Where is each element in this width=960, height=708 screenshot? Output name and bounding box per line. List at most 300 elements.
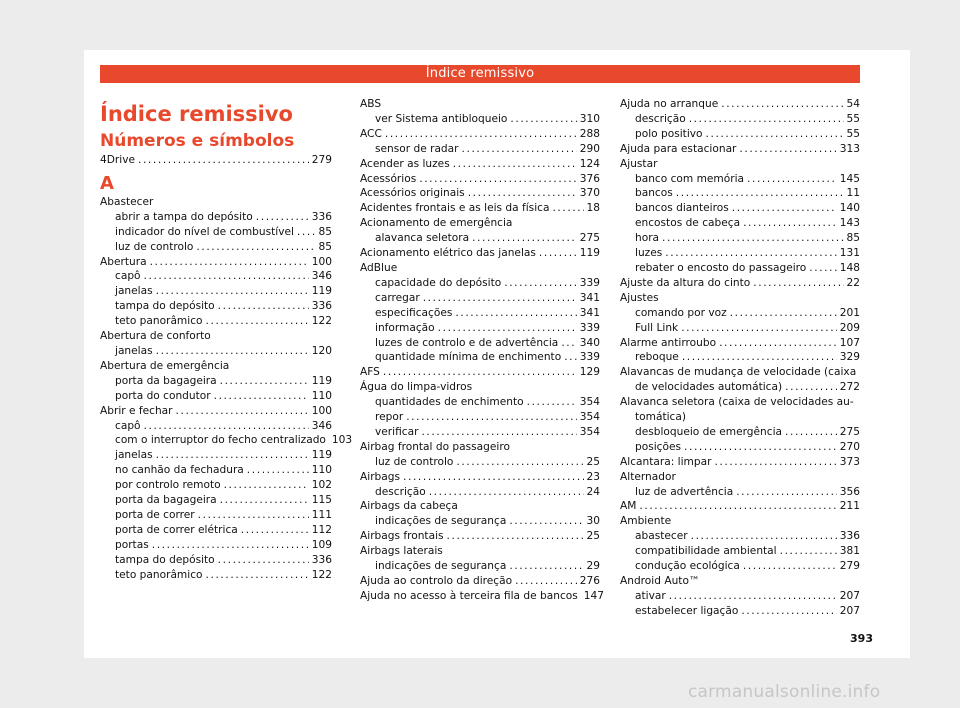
page-reference: 356: [839, 485, 860, 498]
entry-label: repor: [375, 411, 404, 424]
dot-leader: [552, 201, 583, 216]
page-reference: 336: [311, 210, 332, 223]
index-subentry: [620, 544, 860, 559]
page-reference: 346: [311, 419, 332, 432]
page-reference: 279: [839, 560, 860, 573]
dot-leader: [218, 553, 309, 568]
entry-label: Airbags frontais: [360, 530, 444, 543]
entry-label: indicações de segurança: [375, 515, 507, 528]
page-reference: 207: [839, 604, 860, 617]
dot-leader: [419, 172, 577, 187]
dot-leader: [472, 231, 577, 246]
index-heading: Ajustar: [620, 157, 658, 170]
index-subentry: [360, 514, 600, 529]
index-subentry: [360, 321, 600, 336]
entry-label: desbloqueio de emergência: [635, 425, 783, 438]
dot-leader: [156, 448, 309, 463]
page-reference: 55: [846, 112, 860, 125]
index-heading: tomática): [635, 411, 686, 424]
dot-leader: [468, 186, 577, 201]
entry-label: no canhão da fechadura: [115, 464, 244, 477]
entry-label: janelas: [115, 285, 153, 298]
page-reference: 120: [311, 344, 332, 357]
index-subentry: [100, 553, 332, 568]
dot-leader: [138, 153, 309, 168]
index-heading: Airbag frontal do passageiro: [360, 440, 510, 453]
page-reference: 339: [579, 276, 600, 289]
dot-leader: [539, 246, 577, 261]
index-entry: [360, 172, 600, 187]
entry-label: quantidades de enchimento: [375, 396, 524, 409]
index-heading: Abastecer: [100, 195, 154, 208]
index-subentry: [620, 589, 860, 604]
page-reference: 131: [839, 247, 860, 260]
dot-leader: [689, 112, 844, 127]
dot-leader: [747, 172, 837, 187]
dot-leader: [453, 157, 577, 172]
index-entry: [620, 276, 860, 291]
index-subentry: [100, 344, 332, 359]
index-subentry: [360, 291, 600, 306]
index-subentry: [360, 142, 600, 157]
index-subentry: [620, 485, 860, 500]
index-column-1: [100, 97, 353, 582]
dot-leader: [455, 306, 576, 321]
index-heading: Alavancas de mudança de velocidade (caixa: [620, 366, 857, 379]
dot-leader: [297, 225, 316, 240]
dot-leader: [732, 201, 837, 216]
entry-label: de velocidades automática): [635, 381, 783, 394]
index-entry: [620, 97, 860, 112]
dot-leader: [743, 216, 837, 231]
entry-label: Ajuda no arranque: [620, 98, 719, 110]
page-reference: 276: [579, 575, 600, 587]
entry-label: condução ecológica: [635, 560, 740, 573]
index-subentry: [100, 448, 332, 463]
page-reference: 119: [311, 374, 332, 387]
page-reference: 85: [318, 240, 332, 253]
entry-label: com o interruptor do fecho centralizado: [115, 434, 326, 447]
page-reference: 290: [579, 142, 600, 155]
page-reference: 115: [311, 494, 332, 507]
index-subentry: [100, 314, 332, 329]
dot-leader: [561, 336, 576, 351]
entry-label: especificações: [375, 306, 453, 319]
index-entry: [100, 404, 332, 419]
dot-leader: [753, 276, 843, 291]
entry-label: Ajuda no acesso à terceira fila de bancos: [360, 589, 578, 602]
entry-label: ativar: [635, 589, 666, 602]
page-reference: 140: [839, 202, 860, 215]
entry-label: Acessórios: [360, 172, 417, 185]
dot-leader: [527, 395, 577, 410]
dot-leader: [682, 350, 837, 365]
index-entry: [620, 380, 860, 395]
index-column-2: [360, 97, 605, 604]
entry-label: tampa do depósito: [115, 553, 215, 566]
dot-leader: [681, 321, 837, 336]
index-subentry: [100, 493, 332, 508]
entry-label: Abertura: [100, 255, 147, 268]
page-reference: 275: [839, 425, 860, 438]
page-reference: 207: [839, 589, 860, 602]
dot-leader: [691, 529, 837, 544]
page-reference: 354: [579, 396, 600, 409]
dot-leader: [780, 544, 837, 559]
dot-leader: [719, 336, 837, 351]
page-reference: 288: [579, 127, 600, 140]
entry-label: AM: [620, 500, 637, 513]
entry-label: comando por voz: [635, 306, 727, 319]
dot-leader: [743, 559, 837, 574]
dot-leader: [403, 470, 584, 485]
entry-label: indicador do nível de combustível: [115, 225, 294, 238]
index-subentry: [100, 508, 332, 523]
index-subentry: [620, 246, 860, 261]
dot-leader: [206, 314, 309, 329]
dot-leader: [564, 350, 577, 365]
index-subentry: [360, 455, 600, 470]
page-reference: 25: [586, 455, 600, 468]
index-entry: [360, 529, 600, 544]
entry-label: ACC: [360, 127, 382, 140]
entry-label: hora: [635, 232, 660, 245]
page-reference: 110: [311, 464, 332, 477]
entry-label: Alarme antirroubo: [620, 336, 717, 349]
entry-label: teto panorâmico: [115, 568, 203, 581]
index-entry: [100, 255, 332, 270]
index-subentry: [360, 306, 600, 321]
entry-label: Acessórios originais: [360, 187, 465, 200]
entry-label: luz de controlo: [375, 455, 454, 468]
page-reference: 354: [579, 411, 600, 424]
entry-label: banco com memória: [635, 172, 745, 185]
page-reference: 102: [311, 479, 332, 492]
dot-leader: [156, 284, 309, 299]
page-reference: 55: [846, 127, 860, 140]
page-reference: 313: [839, 142, 860, 155]
page-reference: 112: [311, 523, 332, 536]
dot-leader: [156, 344, 309, 359]
index-heading: Android Auto™: [620, 575, 700, 587]
dot-leader: [785, 380, 837, 395]
entry-label: teto panorâmico: [115, 315, 203, 328]
entry-label: capacidade do depósito: [375, 276, 502, 289]
index-subentry: [360, 231, 600, 246]
index-subentry: [620, 186, 860, 201]
entry-label: bancos: [635, 187, 673, 200]
page-reference: 339: [579, 351, 600, 364]
dot-leader: [721, 97, 843, 112]
index-heading: AdBlue: [360, 261, 398, 274]
page-reference: 24: [586, 485, 600, 498]
entry-label: Airbags: [360, 470, 401, 483]
index-entry: [620, 336, 860, 351]
dot-leader: [462, 142, 577, 157]
index-subentry: [620, 321, 860, 336]
entry-label: porta de correr elétrica: [115, 523, 238, 536]
page-reference: 148: [839, 261, 860, 274]
dot-leader: [385, 127, 577, 142]
index-subentry: [620, 425, 860, 440]
index-subentry: [620, 261, 860, 276]
dot-leader: [176, 404, 309, 419]
page-reference: 25: [586, 530, 600, 543]
index-subentry: [620, 112, 860, 127]
page-reference: 376: [579, 172, 600, 185]
dot-leader: [515, 574, 577, 589]
entry-label: Acender as luzes: [360, 157, 450, 170]
page-reference: 18: [586, 202, 600, 215]
entry-label: Ajuda para estacionar: [620, 142, 737, 155]
entry-label: Abrir e fechar: [100, 404, 173, 417]
index-heading: Airbags laterais: [360, 545, 443, 558]
entry-label: janelas: [115, 344, 153, 357]
page-reference: 124: [579, 157, 600, 170]
page-reference: 122: [311, 315, 332, 328]
page-reference: 122: [311, 568, 332, 581]
dot-leader: [406, 410, 577, 425]
dot-leader: [150, 255, 309, 270]
dot-leader: [429, 485, 584, 500]
entry-label: luzes: [635, 247, 663, 260]
entry-label: quantidade mínima de enchimento: [375, 351, 562, 364]
page-reference: 270: [839, 440, 860, 453]
entry-label: Ajuda ao controlo da direção: [360, 575, 513, 587]
entry-label: estabelecer ligação: [635, 604, 739, 617]
entry-label: encostos de cabeça: [635, 217, 741, 230]
index-heading: Alavanca seletora (caixa de velocidades au-: [620, 396, 854, 409]
page-reference: 336: [311, 553, 332, 566]
page-reference: 143: [839, 217, 860, 230]
page-reference: 109: [311, 538, 332, 551]
dot-leader: [714, 455, 836, 470]
dot-leader: [214, 389, 309, 404]
entry-label: Acionamento elétrico das janelas: [360, 247, 536, 260]
index-heading: Ambiente: [620, 515, 672, 528]
index-subentry: [100, 433, 353, 448]
page-reference: 341: [579, 306, 600, 319]
page-reference: 30: [586, 515, 600, 528]
index-heading: Abertura de emergência: [100, 359, 230, 372]
index-entry: [360, 186, 600, 201]
page-reference: 381: [839, 545, 860, 558]
entry-label: capô: [115, 419, 141, 432]
index-subentry: [620, 350, 860, 365]
dot-leader: [423, 291, 577, 306]
entry-label: bancos dianteiros: [635, 202, 729, 215]
section-heading: Números e símbolos: [100, 131, 295, 151]
index-heading: Água do limpa-vidros: [360, 381, 473, 394]
page-reference: 209: [839, 321, 860, 334]
index-subentry: [100, 463, 332, 478]
page-reference: 119: [579, 247, 600, 260]
index-subentry: [620, 604, 860, 619]
entry-label: descrição: [375, 485, 426, 498]
index-subentry: [100, 225, 332, 240]
entry-label: alavanca seletora: [375, 232, 470, 245]
index-subentry: [620, 559, 860, 574]
index-subentry: [100, 284, 332, 299]
index-subentry: [360, 410, 600, 425]
page-reference: 336: [839, 530, 860, 543]
page-reference: 54: [846, 98, 860, 110]
index-subentry: [360, 485, 600, 500]
index-heading: Acionamento de emergência: [360, 217, 513, 230]
page-reference: 85: [318, 225, 332, 238]
page-reference: 201: [839, 306, 860, 319]
index-entry: [620, 142, 860, 157]
entry-label: rebater o encosto do passageiro: [635, 261, 807, 274]
dot-leader: [256, 210, 309, 225]
page-reference: 100: [311, 404, 332, 417]
page-reference: 107: [839, 336, 860, 349]
dot-leader: [669, 589, 837, 604]
page-reference: 339: [579, 321, 600, 334]
dot-leader: [241, 523, 309, 538]
index-entry: [360, 470, 600, 485]
entry-label: posições: [635, 440, 682, 453]
entry-label: janelas: [115, 449, 153, 462]
index-subentry: [100, 568, 332, 583]
index-subentry: [360, 112, 600, 127]
entry-label: Full Link: [635, 321, 679, 334]
index-subentry: [620, 529, 860, 544]
dot-leader: [736, 485, 837, 500]
page-reference: 119: [311, 449, 332, 462]
entry-label: Alcantara: limpar: [620, 455, 712, 468]
index-entry: [360, 127, 600, 142]
entry-label: tampa do depósito: [115, 300, 215, 313]
entry-label: indicações de segurança: [375, 560, 507, 573]
dot-leader: [144, 269, 309, 284]
entry-label: ver Sistema antibloqueio: [375, 112, 508, 125]
dot-leader: [639, 499, 836, 514]
index-heading: Alternador: [620, 470, 676, 483]
index-heading: Airbags da cabeça: [360, 500, 458, 513]
index-subentry: [100, 523, 332, 538]
entry-label: luz de controlo: [115, 240, 194, 253]
page-reference: 29: [586, 560, 600, 573]
index-subentry: [360, 350, 600, 365]
page-reference: 354: [579, 425, 600, 438]
page-reference: 341: [579, 291, 600, 304]
index-entry: [360, 157, 600, 172]
entry-label: sensor de radar: [375, 142, 459, 155]
index-subentry: [360, 395, 600, 410]
dot-leader: [741, 604, 836, 619]
dot-leader: [220, 374, 309, 389]
page-reference: 275: [579, 232, 600, 245]
index-subentry: [100, 538, 332, 553]
index-subentry: [620, 127, 860, 142]
index-subentry: [100, 419, 332, 434]
dot-leader: [730, 306, 837, 321]
index-subentry: [620, 172, 860, 187]
dot-leader: [144, 419, 309, 434]
page-reference: 211: [839, 500, 860, 513]
entry-label: porta de correr: [115, 508, 195, 521]
page-reference: 145: [839, 172, 860, 185]
index-subentry: [100, 240, 332, 255]
dot-leader: [809, 261, 836, 276]
dot-leader: [196, 240, 315, 255]
page-reference: 329: [839, 351, 860, 364]
index-subentry: [620, 216, 860, 231]
page-reference: 119: [311, 285, 332, 298]
index-entry: [360, 246, 600, 261]
page-reference: 110: [311, 389, 332, 402]
entry-label: porta da bagageira: [115, 494, 217, 507]
dot-leader: [684, 440, 837, 455]
entry-label: informação: [375, 321, 435, 334]
page-reference: 373: [839, 455, 860, 468]
dot-leader: [218, 299, 309, 314]
entry-label: 4Drive: [100, 154, 135, 166]
dot-leader: [224, 478, 309, 493]
page-reference: 111: [311, 508, 332, 521]
dot-leader: [421, 425, 576, 440]
index-heading: Ajustes: [620, 291, 659, 304]
index-heading: ABS: [360, 98, 382, 110]
page-reference: 85: [846, 232, 860, 245]
index-subentry: [100, 269, 332, 284]
dot-leader: [447, 529, 584, 544]
index-entry: [620, 455, 860, 470]
index-subentry: [100, 210, 332, 225]
page-reference: 103: [331, 434, 353, 447]
index-entry: [360, 574, 600, 589]
dot-leader: [706, 127, 844, 142]
dot-leader: [510, 112, 576, 127]
letter-heading: A: [100, 172, 114, 194]
entry-label: compatibilidade ambiental: [635, 545, 777, 558]
entry-label: AFS: [360, 366, 380, 379]
page-reference: 11: [846, 187, 860, 200]
page-reference: 336: [311, 300, 332, 313]
dot-leader: [198, 508, 309, 523]
index-heading: Abertura de conforto: [100, 330, 211, 343]
index-title: Índice remissivo: [100, 102, 293, 126]
page-reference: 272: [839, 381, 860, 394]
entry-label: verificar: [375, 425, 419, 438]
index-subentry: [620, 440, 860, 455]
dot-leader: [509, 559, 583, 574]
page-reference: 310: [579, 112, 600, 125]
dot-leader: [676, 186, 844, 201]
entry-label: abrir a tampa do depósito: [115, 210, 253, 223]
entry-label: por controlo remoto: [115, 479, 221, 492]
dot-leader: [220, 493, 309, 508]
index-subentry: [360, 336, 600, 351]
entry-label: portas: [115, 538, 149, 551]
entry-label: porta da bagageira: [115, 374, 217, 387]
dot-leader: [504, 276, 577, 291]
entry-label: reboque: [635, 351, 679, 364]
entry-label: Acidentes frontais e as leis da física: [360, 202, 550, 215]
index-entry: [100, 153, 332, 168]
page-reference: 370: [579, 187, 600, 200]
page-reference: 100: [311, 255, 332, 268]
index-subentry: [620, 231, 860, 246]
entry-label: polo positivo: [635, 127, 703, 140]
page-reference: 129: [579, 366, 600, 379]
index-entry: [360, 365, 600, 380]
index-entry: [360, 201, 600, 216]
dot-leader: [383, 365, 577, 380]
watermark: carmanualsonline.info: [688, 682, 881, 702]
index-subentry: [100, 374, 332, 389]
